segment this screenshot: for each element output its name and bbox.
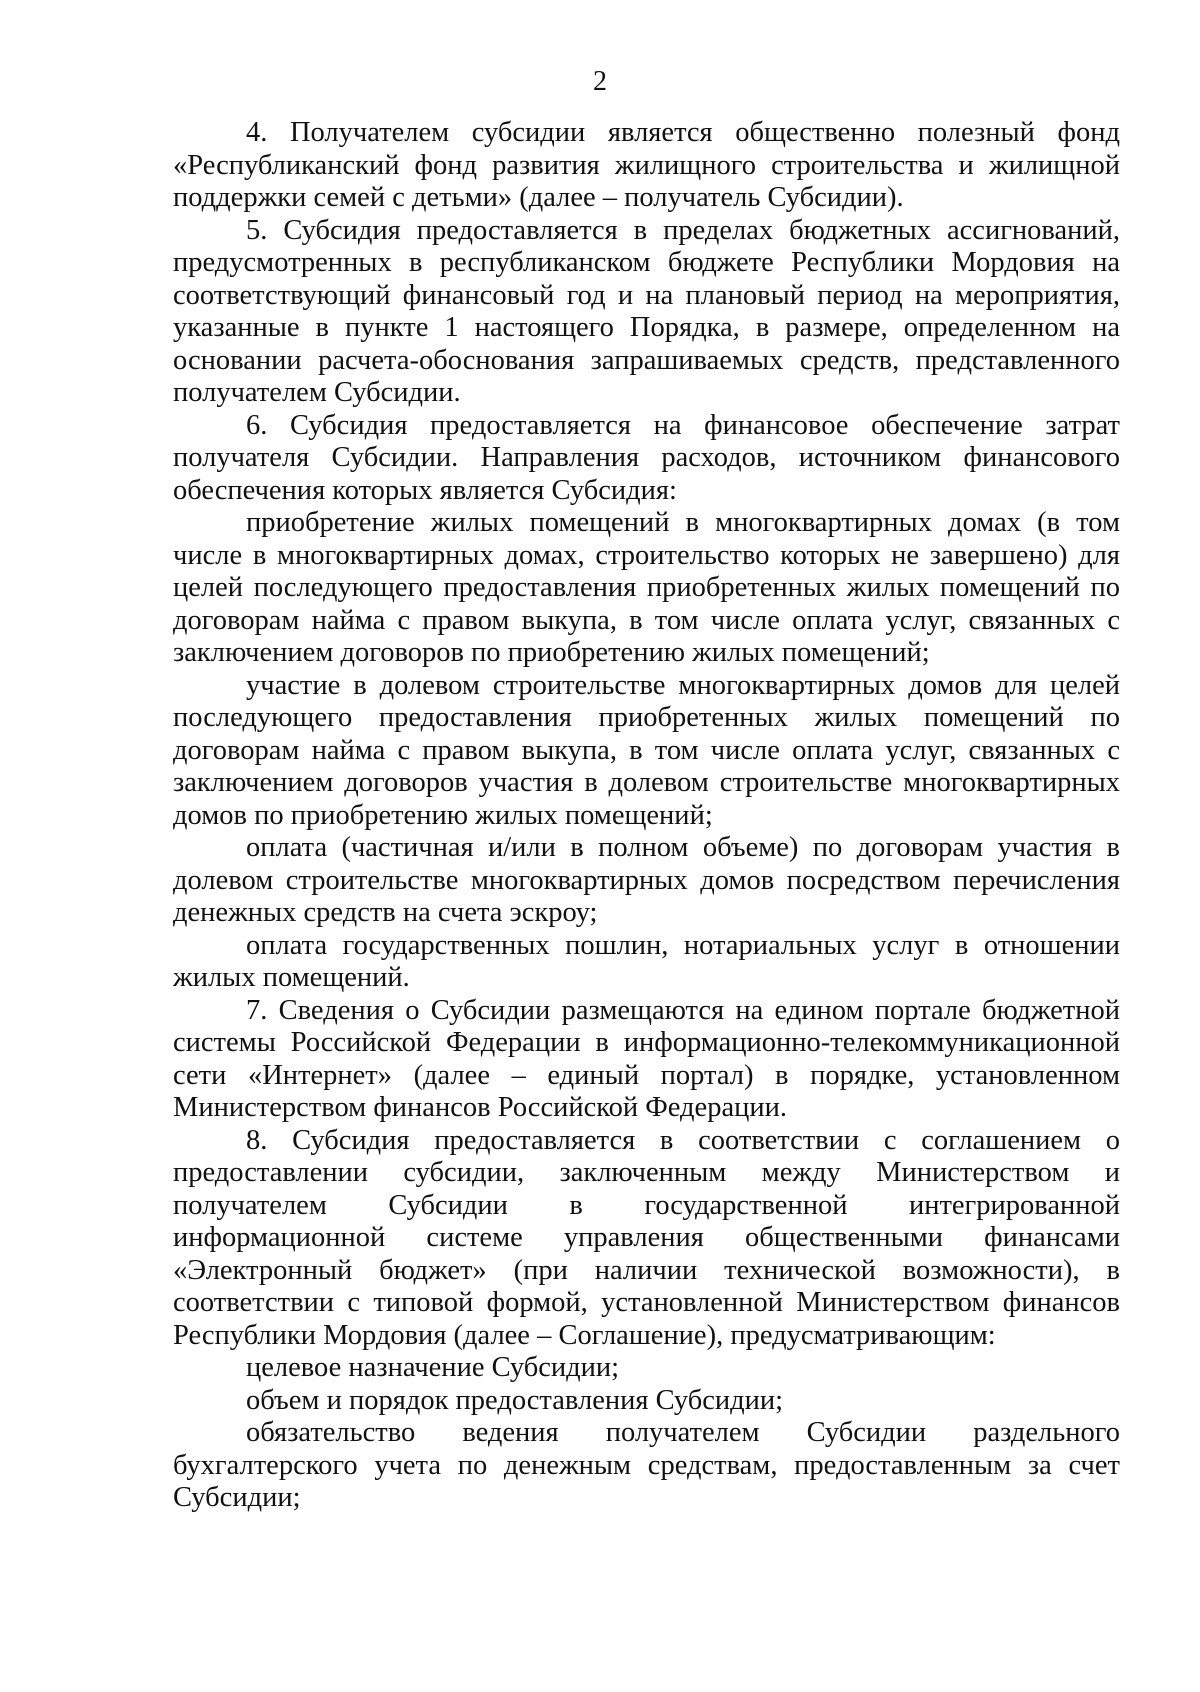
- paragraph-item-5: 5. Субсидия предоставляется в пределах бюджетных ассигнований, предусмотренных в республиканском бюджете Республики Мордовия на соответствующий финансовый год и на плановый период на мероприятия, указанные в пункте 1 настоящего Порядка, в размере, определенном на основании расчета-обоснования запрашиваемых средств, представленного получателем Субсидии.: [173, 214, 1120, 408]
- paragraph-item-7: 7. Сведения о Субсидии размещаются на едином портале бюджетной системы Российской Федерации в информационно-телекоммуникационной сети «Интернет» (далее – единый портал) в порядке, установленном Министерством финансов Российской Федерации.: [173, 994, 1120, 1123]
- page-number: 2: [593, 66, 607, 97]
- paragraph-agreement-accounting: обязательство ведения получателем Субсидии раздельного бухгалтерского учета по денежным средствам, предоставленным за счет Субсидии;: [173, 1417, 1120, 1513]
- paragraph-item-4: 4. Получателем субсидии является общественно полезный фонд «Республиканский фонд развития жилищного строительства и жилищной поддержки семей с детьми» (далее – получатель Субсидии).: [173, 117, 1120, 213]
- paragraph-agreement-purpose: целевое назначение Субсидии;: [246, 1352, 620, 1383]
- paragraph-item-6: 6. Субсидия предоставляется на финансовое обеспечение затрат получателя Субсидии. Направления расходов, источником финансового обеспечения которых является Субсидия:: [173, 409, 1120, 506]
- paragraph-agreement-volume: объем и порядок предоставления Субсидии;: [246, 1384, 784, 1416]
- paragraph-expense-shared-construction: участие в долевом строительстве многоквартирных домов для целей последующего предоставления приобретенных жилых помещений по договорам найма с правом выкупа, в том числе оплата услуг, связанных с заключением договоров участия в долевом строительстве многоквартирных домов по приобретению жилых помещений;: [173, 669, 1120, 831]
- paragraph-expense-purchase: приобретение жилых помещений в многоквартирных домах (в том числе в многоквартирных домах, строительство которых не завершено) для целей последующего предоставления приобретенных жилых помещений по договорам найма с правом выкупа, в том числе оплата услуг, связанных с заключением договоров по приобретению жилых помещений;: [173, 507, 1120, 668]
- paragraph-item-8: 8. Субсидия предоставляется в соответствии с соглашением о предоставлении субсидии, заключенным между Министерством и получателем Субсидии в государственной интегрированной информационной системе управления общественными финансами «Электронный бюджет» (при наличии технической возможности), в соответствии с типовой формой, установленной Министерством финансов Республики Мордовия (далее – Соглашение), предусматривающим:: [173, 1124, 1120, 1351]
- paragraph-expense-escrow-payment: оплата (частичная и/или в полном объеме) по договорам участия в долевом строительстве многоквартирных домов посредством перечисления денежных средств на счета эскроу;: [173, 832, 1120, 928]
- paragraph-expense-fees: оплата государственных пошлин, нотариальных услуг в отношении жилых помещений.: [173, 929, 1120, 993]
- document-body: [173, 117, 1120, 1515]
